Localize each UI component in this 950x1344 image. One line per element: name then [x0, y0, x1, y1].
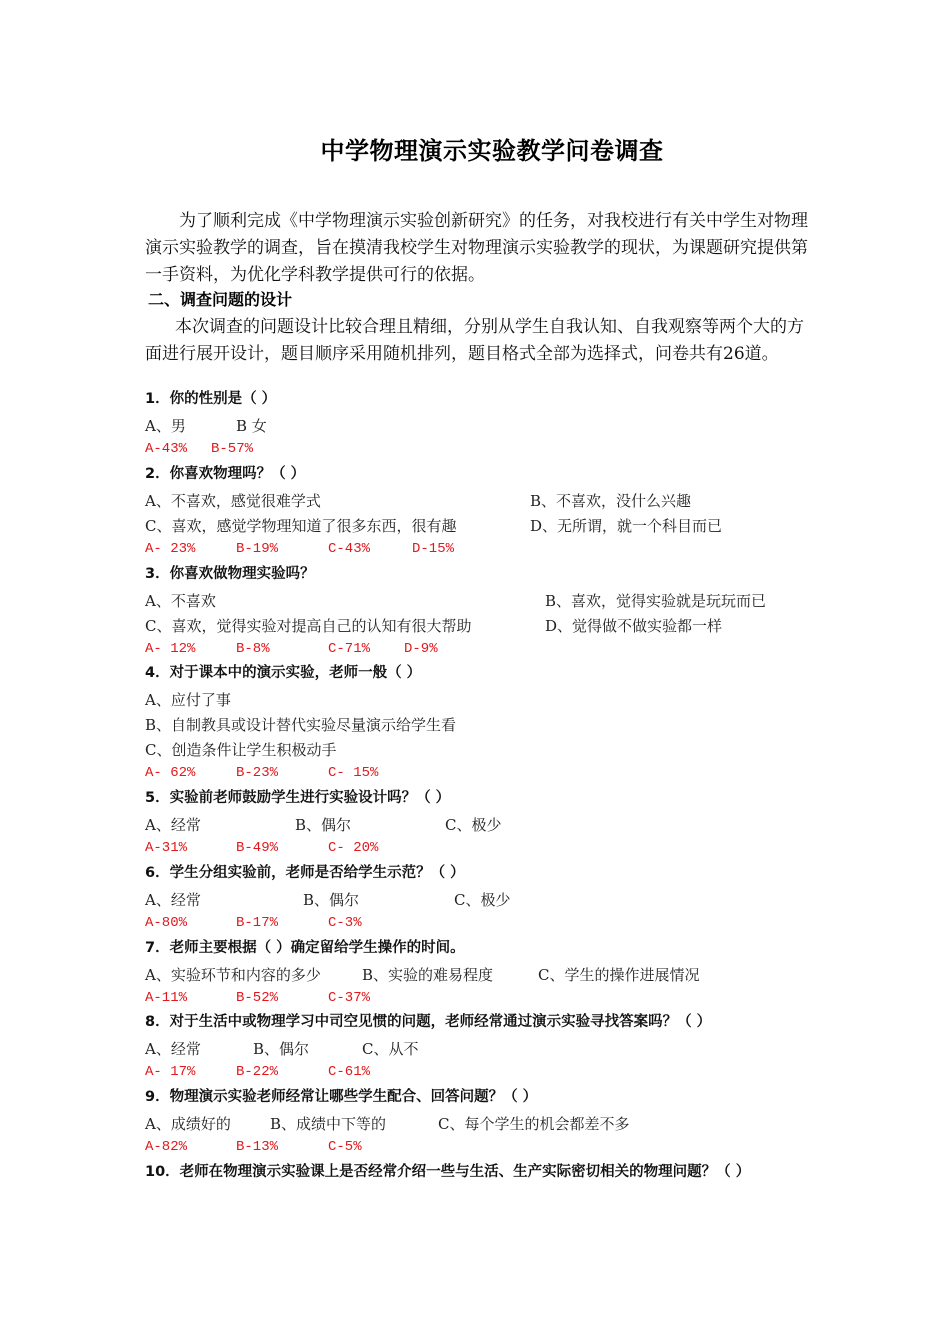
question-7: 7．老师主要根据（ ）确定留给学生操作的时间。 — [145, 940, 465, 956]
q3-option-a: A、不喜欢 — [145, 592, 216, 610]
q7-result-b: B-52% — [236, 990, 279, 1006]
q6-option-a: A、经常 — [145, 891, 201, 909]
q2-option-b: B、不喜欢，没什么兴趣 — [530, 492, 692, 510]
q4-result-a: A- 62% — [145, 765, 196, 781]
q9-result-a: A-82% — [145, 1139, 188, 1155]
q7-result-a: A-11% — [145, 990, 188, 1006]
q2-result-b: B-19% — [236, 541, 279, 557]
q3-result-b: B-8% — [236, 641, 270, 657]
q7-result-c: C-37% — [328, 990, 371, 1006]
q6-option-b: B、偶尔 — [303, 891, 360, 909]
q6-result-b: B-17% — [236, 915, 279, 931]
q7-option-c: C、学生的操作进展情况 — [538, 966, 700, 984]
q4-option-c: C、创造条件让学生积极动手 — [145, 741, 337, 759]
q9-result-c: C-5% — [328, 1139, 362, 1155]
q1-result-a: A-43% — [145, 441, 188, 457]
q1-option-b: B 女 — [236, 417, 267, 435]
question-4: 4．对于课本中的演示实验，老师一般（ ） — [145, 665, 422, 681]
q2-result-d: D-15% — [412, 541, 455, 557]
q6-result-c: C-3% — [328, 915, 362, 931]
q3-result-d: D-9% — [404, 641, 438, 657]
q8-result-c: C-61% — [328, 1064, 371, 1080]
q3-option-d: D、觉得做不做实验都一样 — [545, 617, 723, 635]
q3-option-c: C、喜欢，觉得实验对提高自己的认知有很大帮助 — [145, 617, 472, 635]
q9-option-c: C、每个学生的机会都差不多 — [438, 1115, 630, 1133]
q8-result-b: B-22% — [236, 1064, 279, 1080]
q7-option-b: B、实验的难易程度 — [362, 966, 494, 984]
q9-option-b: B、成绩中下等的 — [270, 1115, 387, 1133]
q4-option-a: A、应付了事 — [145, 691, 231, 709]
q8-result-a: A- 17% — [145, 1064, 196, 1080]
q5-result-a: A-31% — [145, 840, 188, 856]
q2-option-d: D、无所谓，就一个科目而已 — [530, 517, 723, 535]
q8-option-c: C、从不 — [362, 1040, 419, 1058]
q7-option-a: A、实验环节和内容的多少 — [145, 966, 321, 984]
question-1: 1．你的性别是（ ） — [145, 391, 277, 407]
q5-option-a: A、经常 — [145, 816, 201, 834]
q1-result-b: B-57% — [211, 441, 254, 457]
q2-option-a: A、不喜欢，感觉很难学式 — [145, 492, 321, 510]
q8-option-a: A、经常 — [145, 1040, 201, 1058]
q2-option-c: C、喜欢，感觉学物理知道了很多东西，很有趣 — [145, 517, 457, 535]
question-5: 5．实验前老师鼓励学生进行实验设计吗？（ ） — [145, 790, 451, 806]
document-title: 中学物理演示实验教学问卷调查 — [320, 137, 664, 165]
q4-option-b: B、自制教具或设计替代实验尽量演示给学生看 — [145, 716, 457, 734]
question-6: 6．学生分组实验前，老师是否给学生示范？（ ） — [145, 865, 465, 881]
section-heading: 二、调查问题的设计 — [148, 290, 293, 309]
q5-result-c: C- 20% — [328, 840, 379, 856]
q9-option-a: A、成绩好的 — [145, 1115, 231, 1133]
q2-result-c: C-43% — [328, 541, 371, 557]
q5-option-c: C、极少 — [445, 816, 502, 834]
question-8: 8．对于生活中或物理学习中司空见惯的问题，老师经常通过演示实验寻找答案吗？（ ） — [145, 1014, 712, 1030]
q2-result-a: A- 23% — [145, 541, 196, 557]
question-10: 10．老师在物理演示实验课上是否经常介绍一些与生活、生产实际密切相关的物理问题？（ ） — [145, 1164, 751, 1180]
q4-result-b: B-23% — [236, 765, 279, 781]
q3-option-b: B、喜欢，觉得实验就是玩玩而已 — [545, 592, 767, 610]
q8-option-b: B、偶尔 — [253, 1040, 310, 1058]
q4-result-c: C- 15% — [328, 765, 379, 781]
design-paragraph: 本次调查的问题设计比较合理且精细，分别从学生自我认知、自我观察等两个大的方面进行展开设计，题目顺序采用随机排列，题目格式全部为选择式，问卷共有26道。 — [145, 317, 804, 364]
q3-result-a: A- 12% — [145, 641, 196, 657]
q3-result-c: C-71% — [328, 641, 371, 657]
question-3: 3．你喜欢做物理实验吗？ — [145, 566, 315, 582]
q9-result-b: B-13% — [236, 1139, 279, 1155]
intro-paragraph: 为了顺利完成《中学物理演示实验创新研究》的任务，对我校进行有关中学生对物理演示实验教学的调查，旨在摸清我校学生对物理演示实验教学的现状，为课题研究提供第一手资料，为优化学科教学提供可行的依据。 — [145, 211, 808, 285]
q6-result-a: A-80% — [145, 915, 188, 931]
question-9: 9．物理演示实验老师经常让哪些学生配合、回答问题？（ ） — [145, 1089, 538, 1105]
q5-option-b: B、偶尔 — [295, 816, 352, 834]
question-2: 2．你喜欢物理吗？（ ） — [145, 466, 306, 482]
q6-option-c: C、极少 — [454, 891, 511, 909]
q1-option-a: A、男 — [145, 417, 186, 435]
q5-result-b: B-49% — [236, 840, 279, 856]
